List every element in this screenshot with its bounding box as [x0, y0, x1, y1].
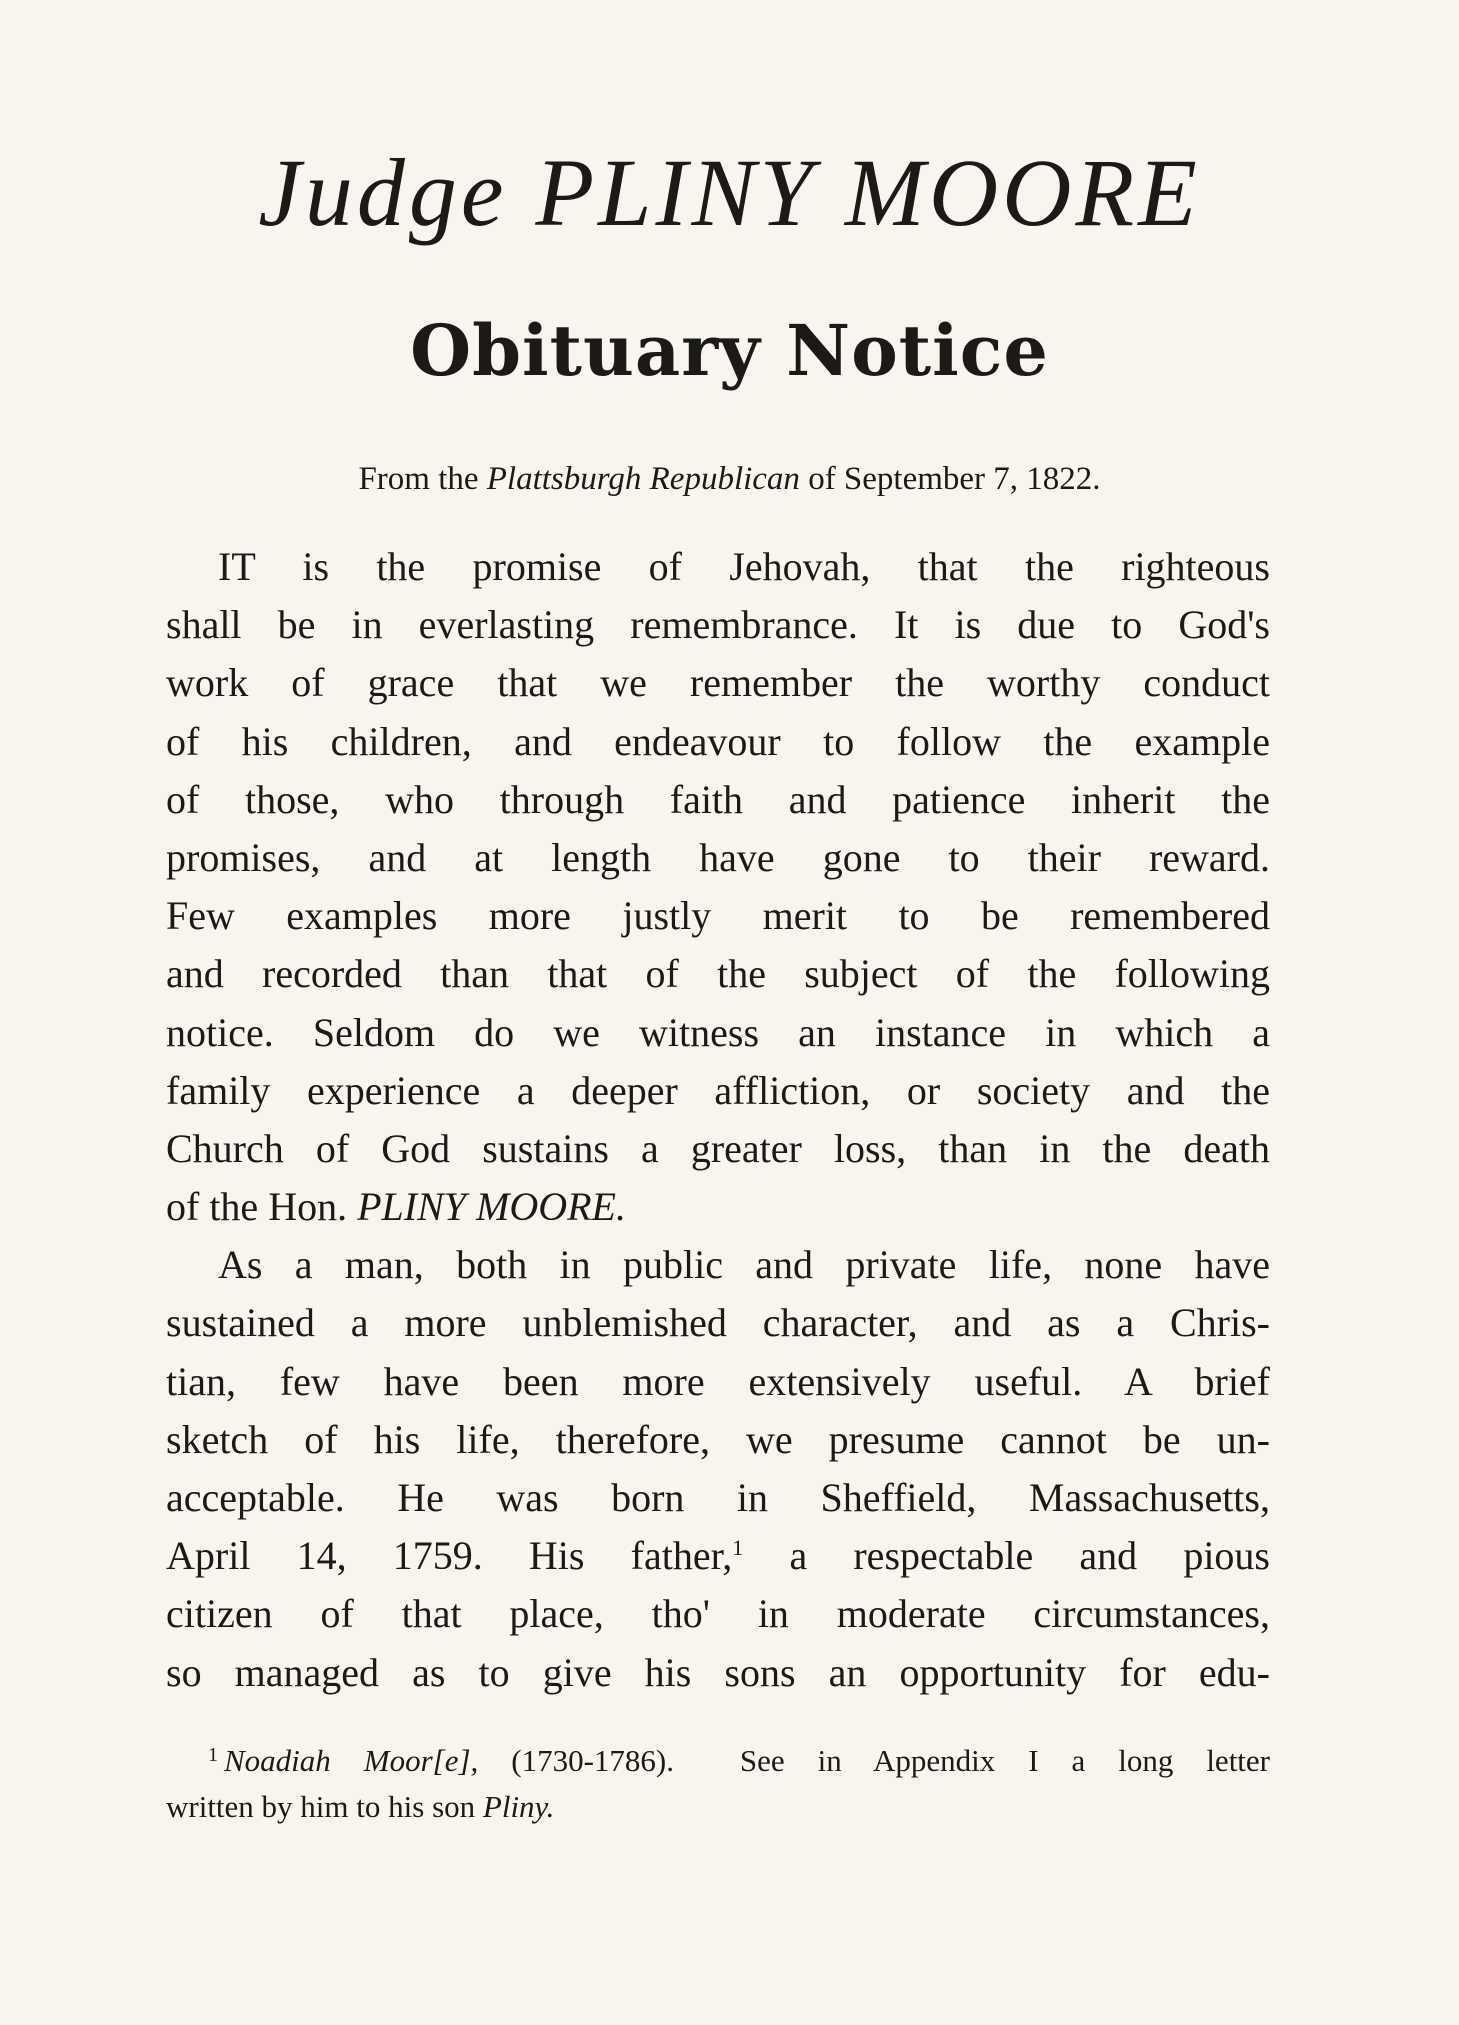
body-line: sustained a more unblemished character, and as a Chris-	[166, 1300, 1270, 1346]
honoree-name: PLINY MOORE.	[357, 1184, 626, 1230]
footnote-text: written by him to his son	[166, 1789, 476, 1824]
body-line: citizen of that place, tho' in moderate circumstances,	[166, 1591, 1270, 1637]
source-suffix: of September 7, 1822.	[808, 461, 1101, 497]
footnote-reference[interactable]: 1	[732, 1535, 744, 1561]
body-line: promises, and at length have gone to their reward.	[166, 834, 1270, 880]
source-publication: Plattsburgh Republican	[486, 461, 800, 497]
body-line: As a man, both in public and private life, none have	[218, 1242, 1270, 1288]
body-line: acceptable. He was born in Sheffield, Massachusetts,	[166, 1475, 1270, 1520]
body-line-with-footnote	[166, 1527, 1270, 1585]
body-line: notice. Seldom do we witness an instance in which a	[166, 1009, 1270, 1055]
source-line	[0, 460, 1459, 500]
body-line: sketch of his life, therefore, we presume cannot be un-	[166, 1416, 1270, 1462]
footnote-line	[166, 1784, 1270, 1830]
body-line: family experience a deeper affliction, or society and the	[166, 1067, 1270, 1113]
body-line: Few examples more justly merit to be remembered	[166, 893, 1270, 939]
page-subtitle: Obituary Notice	[410, 309, 1049, 392]
body-line: so managed as to give his sons an opportunity for edu-	[166, 1649, 1270, 1695]
body-line: tian, few have been more extensively useful. A brief	[166, 1358, 1270, 1404]
footnote-marker: 1	[208, 1744, 218, 1766]
body-line: work of grace that we remember the worthy conduct	[166, 660, 1270, 706]
body-line-text: April 14, 1759. His father,	[166, 1533, 733, 1579]
body-text	[166, 538, 1270, 1702]
body-line: of his children, and endeavour to follow the example	[166, 718, 1270, 764]
body-line: shall be in everlasting remembrance. It is due to God's	[166, 602, 1270, 648]
page-title: Judge PLINY MOORE	[258, 139, 1201, 246]
body-line-with-name	[166, 1178, 1270, 1236]
source-prefix: From the	[358, 461, 479, 497]
body-line: IT is the promise of Jehovah, that the righteous	[218, 544, 1270, 589]
footnote-text: See in Appendix I a long letter	[739, 1743, 1271, 1778]
body-line: of those, who through faith and patience inherit the	[166, 776, 1270, 822]
body-line: and recorded than that of the subject of the following	[166, 951, 1270, 997]
footnote-line	[166, 1738, 1270, 1784]
footnote-name: Noadiah Moor[e],	[224, 1743, 479, 1778]
body-line: Church of God sustains a greater loss, than in the death	[166, 1125, 1270, 1171]
footnote	[166, 1738, 1270, 1830]
body-line-text: a respectable and pious	[789, 1533, 1270, 1579]
footnote-son: Pliny.	[482, 1789, 555, 1824]
footnote-dates: (1730-1786).	[511, 1743, 674, 1778]
body-line-text: of the Hon.	[166, 1184, 348, 1230]
